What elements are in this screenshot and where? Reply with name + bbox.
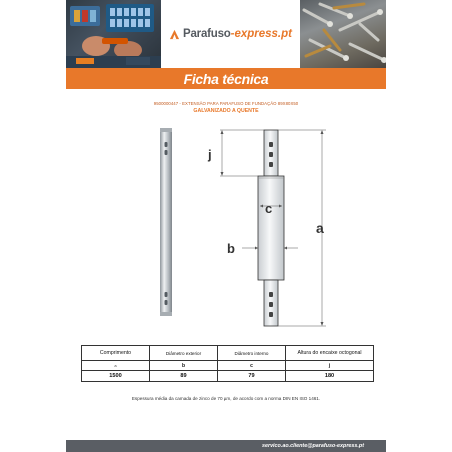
dimension-schematic xyxy=(220,130,326,326)
table-symbol-cell: j xyxy=(286,361,374,371)
logo[interactable] xyxy=(161,0,300,68)
table-value-cell: 1500 xyxy=(82,371,150,382)
header-photo-tools xyxy=(66,0,161,68)
label-c: c xyxy=(265,201,273,216)
technical-drawing xyxy=(150,122,340,332)
header-banner xyxy=(66,0,386,68)
table-header-row xyxy=(82,346,374,361)
table-header-cell: Comprimento xyxy=(82,346,150,361)
table-header-cell: Diâmetro exterior xyxy=(150,346,218,361)
table-symbol-row xyxy=(82,361,374,371)
logo-accent: -express.pt xyxy=(230,28,292,40)
zinc-note: Espessura média da camada de zinco de 70 µm, de acordo com a norma DIN EN ISO 1461. xyxy=(131,396,321,401)
label-b: b xyxy=(227,241,235,256)
table-symbol-cell: c xyxy=(218,361,286,371)
logo-name: Parafuso xyxy=(183,28,231,40)
table-value-cell: 89 xyxy=(150,371,218,382)
page-title: Ficha técnica xyxy=(183,70,269,87)
header-photo-screws xyxy=(300,0,386,68)
product-code-line: 9500000447 - EXTENSÃO PARA PARAFUSO DE FUNDAÇÃO 89X80X50 xyxy=(153,101,299,106)
product-finish: GALVANIZADO A QUENTE xyxy=(193,108,259,114)
table-value-cell: 180 xyxy=(286,371,374,382)
table-value-cell: 79 xyxy=(218,371,286,382)
logo-icon xyxy=(169,29,180,40)
table-symbol-cell: a xyxy=(82,361,150,371)
label-j: j xyxy=(208,147,212,162)
table-header-cell: Altura do encaixe octogonal xyxy=(286,346,374,361)
footer-email-link[interactable]: servico.ao.cliente@parafuso-express.pt xyxy=(261,443,364,449)
table-symbol-cell: b xyxy=(150,361,218,371)
title-banner xyxy=(66,68,386,89)
label-a: a xyxy=(316,220,324,236)
product-photo xyxy=(160,128,172,316)
table-header-cell: Diâmetro interno xyxy=(218,346,286,361)
spec-table xyxy=(81,345,374,382)
footer xyxy=(66,440,386,452)
table-row xyxy=(82,371,374,382)
